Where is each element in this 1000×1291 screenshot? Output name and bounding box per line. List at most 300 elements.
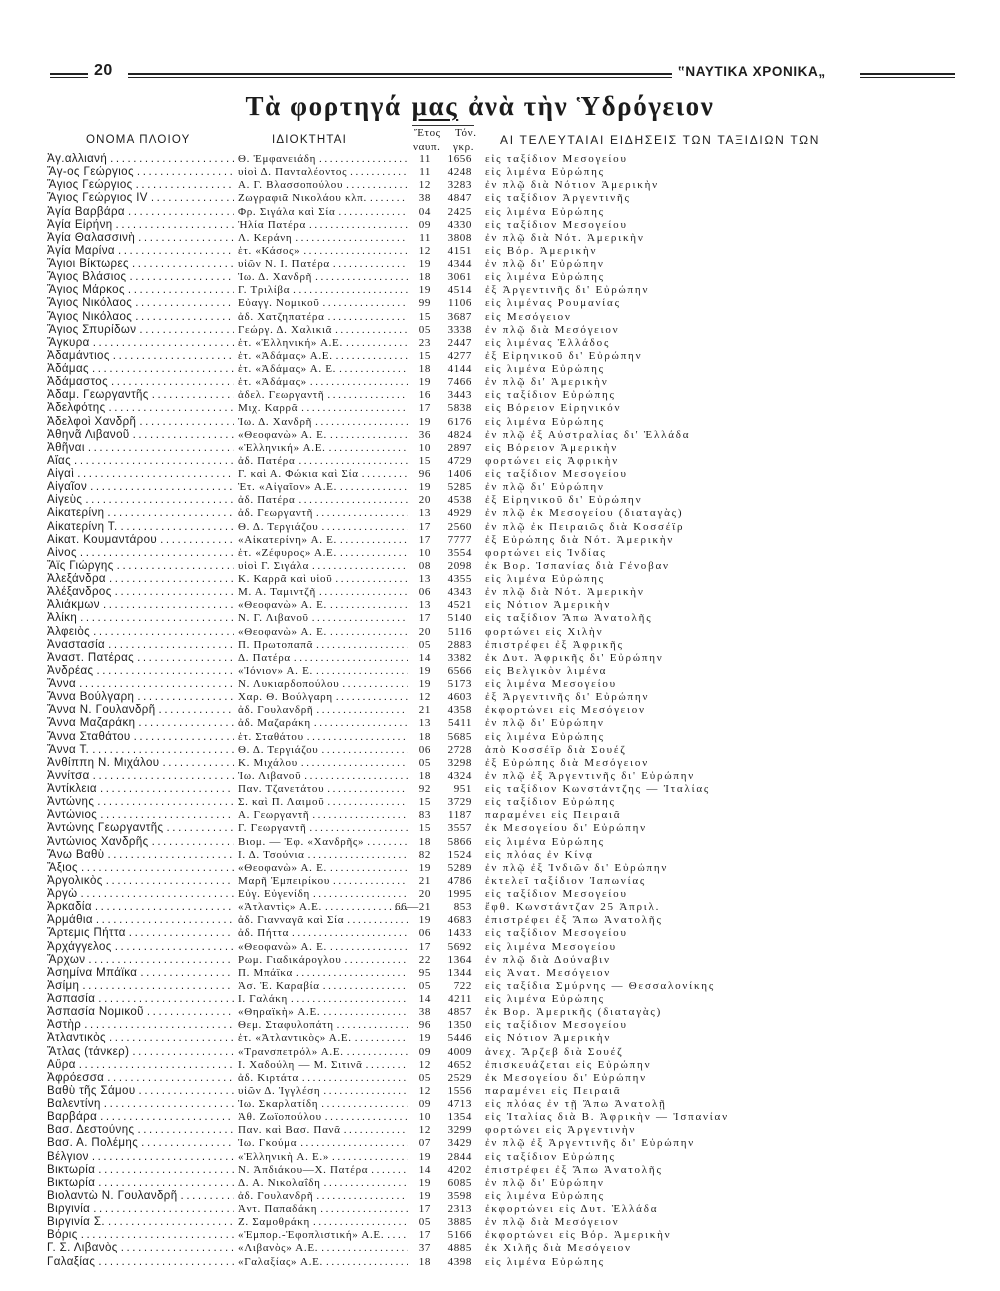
latest-news: ἐν πλῷ δι' Εὐρώπην — [485, 1176, 605, 1189]
gross-tonnage: 5289 — [447, 861, 472, 874]
column-header-owners: ΙΔΙΟΚΤΗΤΑΙ — [272, 134, 348, 146]
owner-name-text: ἑτ. «Ἑλληνική» Α.Ε. — [238, 336, 343, 349]
table-row — [0, 547, 1000, 560]
latest-news: εἰς λιμένας Ἑλλάδος — [485, 336, 611, 349]
latest-news: εἰς ταξίδιον Μεσογείου — [485, 153, 628, 165]
owner-name-text: ἀδ. Γουλανδρῆ — [238, 1189, 314, 1202]
table-row — [0, 599, 1000, 612]
dot-leader — [319, 153, 408, 166]
dot-leader — [137, 691, 234, 704]
dot-leader — [133, 429, 234, 442]
ship-name-text: Ἄτλας (τάνκερ) — [47, 1045, 130, 1058]
table-row — [0, 914, 1000, 927]
table-row — [0, 704, 1000, 717]
ship-name-text: Βαλεντίνη — [47, 1098, 101, 1110]
gross-tonnage: 7466 — [447, 376, 472, 389]
owner-name — [238, 612, 408, 625]
owner-name-text: Θεμ. Σταφυλοπάτη — [238, 1019, 334, 1032]
ship-name-text: Ἀθῆναι — [47, 441, 85, 454]
owner-name-text: «Ἐμπορ.-Ἐφοπλιστική» Α.Ε. — [238, 1229, 385, 1242]
ship-name — [47, 402, 234, 415]
owner-name — [238, 219, 408, 232]
table-row — [0, 717, 1000, 730]
owner-name — [238, 888, 408, 901]
title-part-3: ἀνὰ τὴν Ὑδρόγειον — [468, 91, 715, 121]
gross-tonnage: 3598 — [447, 1189, 472, 1202]
owner-name-text: Π. Μπάϊκα — [238, 966, 294, 979]
latest-news: ἐκ Μεσογείου δι' Εὐρώπην — [485, 1071, 647, 1084]
year-built: 10 — [418, 441, 431, 454]
year-built: 95 — [418, 966, 431, 979]
ship-name — [47, 429, 234, 442]
ship-name — [47, 612, 234, 625]
table-row — [0, 980, 1000, 993]
dot-leader — [93, 770, 234, 783]
ship-name-text: Γ. Σ. Λιβανὸς — [47, 1242, 118, 1255]
year-built: 05 — [418, 979, 431, 992]
ship-name-text: Ἄννα Βούλγαρη — [47, 691, 135, 704]
owner-name — [238, 744, 408, 757]
table-row — [0, 455, 1000, 468]
year-built: 15 — [418, 822, 431, 835]
ship-name — [47, 1111, 234, 1124]
latest-news: εἰς λιμένα Εὐρώπης — [485, 730, 605, 743]
owner-name-text: ἑτ. «Κάσος» — [238, 244, 301, 257]
dot-leader — [111, 376, 234, 389]
owner-name-text: «Θεοφανὼ» Α. Ε. — [238, 861, 327, 874]
dot-leader — [327, 389, 408, 402]
dot-leader — [138, 232, 234, 245]
ship-name-text: Ἄρτεμις Πήττα — [47, 927, 126, 940]
owner-name-text: Ἰω. Σκαρλατίδη — [238, 1098, 319, 1110]
ship-name-text: Ἀντώνης Γεωργαντῆς — [47, 822, 164, 835]
dot-leader — [100, 809, 234, 822]
year-built: 14 — [418, 651, 431, 664]
ship-name-text: Αἰκατερίνη — [47, 507, 105, 520]
dot-leader — [90, 481, 234, 494]
year-built: 12 — [418, 1058, 431, 1071]
ship-name-text: Ἀλφειὸς — [47, 625, 91, 638]
table-row — [0, 442, 1000, 455]
dot-leader — [140, 967, 234, 980]
year-built: 23 — [418, 336, 431, 349]
gross-tonnage: 2529 — [447, 1071, 472, 1084]
ship-name — [47, 1098, 234, 1111]
ship-name-text: Ἄρχων — [47, 953, 86, 966]
latest-news: εἰς ταξίδιον Εὐρώπης — [485, 1150, 616, 1163]
table-row — [0, 258, 1000, 271]
owner-name-text: «Λιβανὸς» Α.Ε. — [238, 1242, 319, 1255]
latest-news: ἐξ Ἀργεντινῆς δι' Εὐρώπην — [485, 284, 650, 297]
table-row — [0, 468, 1000, 481]
owner-name-text: Ἰω. Δ. Χανδρῆ — [238, 271, 313, 284]
dot-leader — [85, 494, 234, 507]
owner-name-text: υἱῶν Δ. Ἰγγλέση — [238, 1084, 321, 1097]
ship-name — [47, 521, 234, 534]
owner-name-text: Ἑτ. «Αἰγαῖον» Α.Ε. — [238, 481, 338, 494]
dot-leader — [323, 980, 408, 993]
dot-leader — [128, 284, 234, 297]
year-built: 17 — [418, 402, 431, 415]
owner-name-text: Ἰω. Λιβανοῦ — [238, 769, 302, 782]
dot-leader — [337, 1019, 408, 1032]
owner-name-text: ἀδ. Πήττα — [238, 927, 290, 940]
owner-name — [238, 271, 408, 284]
gross-tonnage: 2883 — [447, 638, 472, 651]
dot-leader — [302, 1072, 408, 1085]
ship-name — [47, 704, 234, 717]
owner-name — [238, 639, 408, 652]
year-built: 37 — [418, 1242, 431, 1255]
latest-news: ἐν πλῷ διὰ Νότ. Ἀμερικὴν — [485, 231, 645, 244]
gross-tonnage: 4786 — [447, 874, 472, 887]
dot-leader — [137, 1124, 234, 1137]
dot-leader — [81, 888, 234, 901]
table-row — [0, 626, 1000, 639]
ship-name-text: Ἀρχάγγελος — [47, 940, 112, 953]
ship-name-text: Ἀφρόεσσα — [47, 1071, 105, 1084]
gross-tonnage: 3299 — [447, 1124, 472, 1137]
dot-leader — [346, 337, 408, 350]
gross-tonnage: 6176 — [447, 415, 472, 428]
latest-news: εἰς Βόρ. Ἀμερικὴν — [485, 244, 598, 257]
gross-tonnage: 1106 — [448, 297, 472, 310]
year-built: 66—21 — [395, 901, 431, 914]
owner-name — [238, 1046, 408, 1059]
latest-news: ἐν πλῷ διὰ Μεσόγειον — [485, 1216, 620, 1229]
owner-name — [238, 875, 408, 888]
latest-news: ἐκ Μεσογείου δι' Εὐρώπην — [485, 822, 647, 835]
table-row — [0, 586, 1000, 599]
latest-news: ἐν πλῷ διὰ Νότ. Ἀμερικὴν — [485, 586, 645, 599]
ship-name — [47, 192, 234, 205]
owner-name — [238, 665, 408, 678]
dot-leader — [77, 468, 234, 481]
owner-name — [238, 1111, 408, 1124]
owner-name-text: Κ. Καρρᾶ καὶ υἱοῦ — [238, 573, 333, 585]
year-built: 17 — [418, 533, 431, 546]
latest-news: ἐν πλῷ ἐκ Πειραιῶς διὰ Κοσσέϊρ — [485, 520, 685, 533]
table-row — [0, 1006, 1000, 1019]
dot-leader — [159, 704, 234, 717]
dot-leader — [309, 219, 408, 232]
owner-name-text: Ἀντ. Παπαδάκη — [238, 1203, 318, 1215]
ship-name — [47, 560, 234, 573]
owner-name — [238, 455, 408, 468]
year-built: 96 — [418, 1019, 431, 1032]
year-built: 17 — [418, 520, 431, 533]
table-row — [0, 363, 1000, 376]
year-built: 38 — [418, 192, 431, 205]
owner-name-text: Ι. Δ. Τσούνια — [238, 848, 305, 861]
title-part-2: μας — [411, 91, 459, 121]
latest-news: εἰς λιμένα Εὐρώπης — [485, 1189, 605, 1202]
dot-leader — [323, 1085, 408, 1098]
owner-name — [238, 927, 408, 940]
dot-leader — [128, 206, 234, 219]
ship-name-text: Ἀντώνης — [47, 796, 95, 809]
owner-name — [238, 534, 408, 547]
owner-name — [238, 1256, 408, 1269]
ship-name-text: Ἀλέξανδρος — [47, 586, 112, 599]
latest-news: εἰς Βελγικὸν λιμένα — [485, 664, 608, 677]
latest-news: εἰς Ἰταλίας διὰ Β. Ἀφρικὴν — Ἰσπανίαν — [485, 1111, 729, 1124]
year-built: 05 — [418, 323, 431, 336]
ship-name — [47, 363, 234, 376]
table-row — [0, 862, 1000, 875]
dot-leader — [96, 665, 234, 678]
table-row — [0, 1203, 1000, 1216]
gross-tonnage: 5838 — [447, 402, 472, 415]
year-built: 05 — [418, 1071, 431, 1084]
dot-leader — [321, 744, 408, 757]
table-row — [0, 271, 1000, 284]
owner-name — [238, 626, 408, 639]
gross-tonnage: 4538 — [447, 494, 472, 507]
gross-tonnage: 2313 — [447, 1203, 472, 1215]
ship-name — [47, 534, 234, 547]
ship-name — [47, 573, 234, 586]
ship-name — [47, 1164, 234, 1177]
owner-name-text: ἑτ. «Ἀδάμας» Α.Ε. — [238, 349, 333, 362]
latest-news: εἰς ταξίδιον Κωνστάντζης — Ἰταλίας — [485, 783, 711, 795]
owner-name-text: Ἰω. Δ. Χανδρῆ — [238, 415, 313, 428]
dot-leader — [350, 166, 408, 179]
dot-leader — [136, 179, 234, 192]
latest-news: εἰς λιμένα Εὐρώπης — [485, 993, 605, 1005]
dot-leader — [109, 1032, 234, 1045]
dot-leader — [323, 1006, 408, 1019]
header-rule-center — [128, 73, 672, 78]
gross-tonnage: 2098 — [447, 559, 472, 572]
owner-name-text: Ν. Ἀπδιάκου—Χ. Πατέρα — [238, 1163, 369, 1176]
dot-leader — [335, 324, 408, 337]
header-rule-right — [860, 73, 955, 78]
ship-name — [47, 849, 234, 862]
year-built: 17 — [418, 1203, 431, 1215]
owner-name-text: ἀδ. Χατζηπατέρα — [238, 310, 325, 323]
table-row — [0, 481, 1000, 494]
year-built: 38 — [418, 1006, 431, 1019]
ship-name-text: Αὔρα — [47, 1058, 76, 1071]
year-built: 14 — [418, 1163, 431, 1176]
table-row — [0, 954, 1000, 967]
dot-leader — [323, 297, 409, 310]
latest-news: ἐν πλῷ δι' Εὐρώπην — [485, 717, 605, 730]
year-built: 82 — [418, 848, 431, 861]
dot-leader — [315, 416, 408, 429]
ship-name-text: Ἀθηνᾶ Λιβανοῦ — [47, 428, 130, 441]
dot-leader — [84, 1019, 234, 1032]
owner-name-text: «Γαλαξίας» Α.Ε. — [238, 1255, 324, 1268]
latest-news: ἐν πλῷ διὰ Νότιον Ἀμερικὴν — [485, 179, 659, 192]
gross-tonnage: 3729 — [447, 796, 472, 809]
dot-leader — [79, 678, 234, 691]
owner-name-text: Θ. Δ. Τεργιάζου — [238, 743, 319, 756]
owner-name — [238, 1177, 408, 1190]
gross-tonnage: 2425 — [447, 205, 472, 218]
ship-name — [47, 1151, 234, 1164]
ship-name — [47, 836, 234, 849]
ship-name-text: Ἄγ-ος Γεώργιος — [47, 166, 134, 179]
gross-tonnage: 853 — [453, 901, 472, 914]
gross-tonnage: 4824 — [447, 428, 472, 441]
latest-news: εἰς ταξίδιον Ἀργεντινῆς — [485, 192, 631, 205]
dot-leader — [92, 744, 234, 757]
gross-tonnage: 6566 — [447, 664, 472, 677]
dot-leader — [88, 442, 234, 455]
owner-name-text: ἀδ. Γιανναγᾶ καὶ Σία — [238, 914, 345, 927]
ship-name — [47, 757, 234, 770]
dot-leader — [316, 704, 408, 717]
owner-name — [238, 245, 408, 258]
gross-tonnage: 951 — [453, 783, 472, 795]
dot-leader — [316, 1190, 408, 1203]
latest-news: ἐπιστρέφει ἐξ Ἀφρικῆς — [485, 638, 624, 651]
gross-tonnage: 4713 — [447, 1098, 472, 1110]
dot-leader — [107, 849, 234, 862]
year-built: 05 — [418, 1216, 431, 1229]
ship-name — [47, 731, 234, 744]
owner-name-text: «Αἰκατερίνη» Α. Ε. — [238, 533, 337, 546]
owner-name-text: Γ. Γεωργαντῆ — [238, 822, 307, 835]
owner-name — [238, 1019, 408, 1032]
dot-leader — [296, 967, 408, 980]
ship-name — [47, 481, 234, 494]
ship-name-text: Βασ. Δεστούνης — [47, 1124, 135, 1137]
dot-leader — [139, 416, 234, 429]
owner-name-text: ἀδελ. Γεωργαντῆ — [238, 389, 325, 402]
dot-leader — [340, 481, 408, 494]
owner-name — [238, 324, 408, 337]
ship-name — [47, 166, 234, 179]
ship-name-text: Βόρις — [47, 1229, 78, 1242]
ship-name — [47, 980, 234, 993]
dot-leader — [292, 927, 408, 940]
latest-news: ἐκ Βορ. Ἰσπανίας διὰ Γένοβαν — [485, 559, 670, 572]
gross-tonnage: 6085 — [447, 1176, 472, 1189]
gross-tonnage: 2560 — [447, 520, 472, 533]
ship-name-text: Βιργινία Σ. — [47, 1216, 105, 1229]
ship-name-text: Ἀνδρέας — [47, 664, 94, 677]
dot-leader — [327, 796, 408, 809]
year-built: 19 — [418, 1189, 431, 1202]
ship-name-text: Ἀντώνιος Χανδρῆς — [47, 835, 149, 848]
owner-name-text: ἑτ. Σταθάτου — [238, 730, 304, 743]
gross-tonnage: 1433 — [447, 927, 472, 940]
year-built: 08 — [418, 559, 431, 572]
dot-leader — [98, 1164, 234, 1177]
owner-name-text: Ν. Γ. Λιβανοῦ — [238, 612, 309, 625]
owner-name-text: Π. Πρωτοπαπᾶ — [238, 638, 314, 651]
ship-name-text: Ἄξιος — [47, 861, 78, 874]
dot-leader — [108, 639, 234, 652]
latest-news: εἰς πλόας ἐν τῇ Ἄπω Ἀνατολῇ — [485, 1098, 667, 1110]
table-row — [0, 691, 1000, 704]
latest-news: ἐπιστρέφει ἐξ Ἄπω Ἀνατολῆς — [485, 1163, 663, 1176]
year-built: 16 — [418, 389, 431, 402]
dot-leader — [96, 914, 234, 927]
dot-leader — [330, 599, 408, 612]
ship-list-table — [0, 153, 1000, 1269]
year-built: 15 — [418, 310, 431, 323]
dot-leader — [316, 507, 408, 520]
year-built: 15 — [418, 796, 431, 809]
ship-name — [47, 232, 234, 245]
dot-leader — [82, 980, 234, 993]
ship-name-text: Ἀργολικὸς — [47, 874, 103, 887]
ship-name-text: Ἅγιος Βλάσιος — [47, 271, 127, 284]
ship-name — [47, 1046, 234, 1059]
owner-name-text: «Ἰόνιον» Α. Ε. — [238, 664, 313, 677]
ship-name — [47, 744, 234, 757]
ship-name — [47, 153, 234, 166]
owner-name-text: Παν. Τζανετάτου — [238, 783, 325, 795]
latest-news: εἰς λιμένα Εὐρώπης — [485, 835, 605, 848]
ship-name — [47, 1203, 234, 1216]
owner-name-text: Ἠλία Πατέρα — [238, 218, 306, 231]
gross-tonnage: 1354 — [447, 1111, 472, 1124]
ship-name — [47, 862, 234, 875]
dot-leader — [118, 245, 234, 258]
latest-news: ἐξ Εἰρηνικοῦ δι' Εὐρώπην — [485, 349, 643, 362]
gross-tonnage: 4929 — [447, 507, 472, 520]
owner-name-text: «Θηραϊκὴ» Α.Ε. — [238, 1006, 321, 1019]
dot-leader — [313, 1216, 408, 1229]
dot-leader — [310, 376, 408, 389]
owner-name — [238, 691, 408, 704]
latest-news: ἐν πλῷ ἐξ Ἀργεντινῆς δι' Εὐρώπην — [485, 769, 696, 782]
ship-name — [47, 297, 234, 310]
latest-news: ἀπὸ Κοσσέϊρ διὰ Σουέζ — [485, 743, 627, 756]
owner-name-text: «Θεοφανὼ» Α. Ε. — [238, 625, 327, 638]
dot-leader — [93, 1203, 234, 1216]
owner-name — [238, 1151, 408, 1164]
year-built: 18 — [418, 769, 431, 782]
ship-name — [47, 350, 234, 363]
dot-leader — [339, 206, 408, 219]
gross-tonnage: 4652 — [447, 1058, 472, 1071]
ship-name — [47, 1072, 234, 1085]
dot-leader — [316, 665, 408, 678]
dot-leader — [335, 573, 408, 586]
latest-news: ἐξ Ἀργεντινῆς δι' Εὐρώπην — [485, 691, 650, 704]
year-built: 20 — [418, 494, 431, 507]
gross-tonnage: 1350 — [447, 1019, 472, 1032]
owner-name — [238, 1216, 408, 1229]
dot-leader — [366, 1059, 408, 1072]
dot-leader — [295, 232, 408, 245]
dot-leader — [344, 1124, 408, 1137]
dot-leader — [370, 192, 408, 205]
owner-name — [238, 1032, 408, 1045]
ship-name — [47, 599, 234, 612]
owner-name — [238, 954, 408, 967]
owner-name — [238, 980, 408, 993]
dot-leader — [98, 993, 234, 1006]
owner-name — [238, 153, 408, 166]
ship-name — [47, 1059, 234, 1072]
table-row — [0, 1046, 1000, 1059]
year-built: 19 — [418, 1150, 431, 1163]
owner-name-text: Ζ. Σαμοθράκη — [238, 1216, 310, 1229]
owner-name-text: Κ. Μιχάλου — [238, 756, 298, 769]
year-built: 19 — [418, 914, 431, 927]
table-row — [0, 192, 1000, 205]
dot-leader — [109, 573, 234, 586]
ship-name-text: Βιργινία — [47, 1203, 91, 1215]
gross-tonnage: 3283 — [447, 179, 472, 192]
